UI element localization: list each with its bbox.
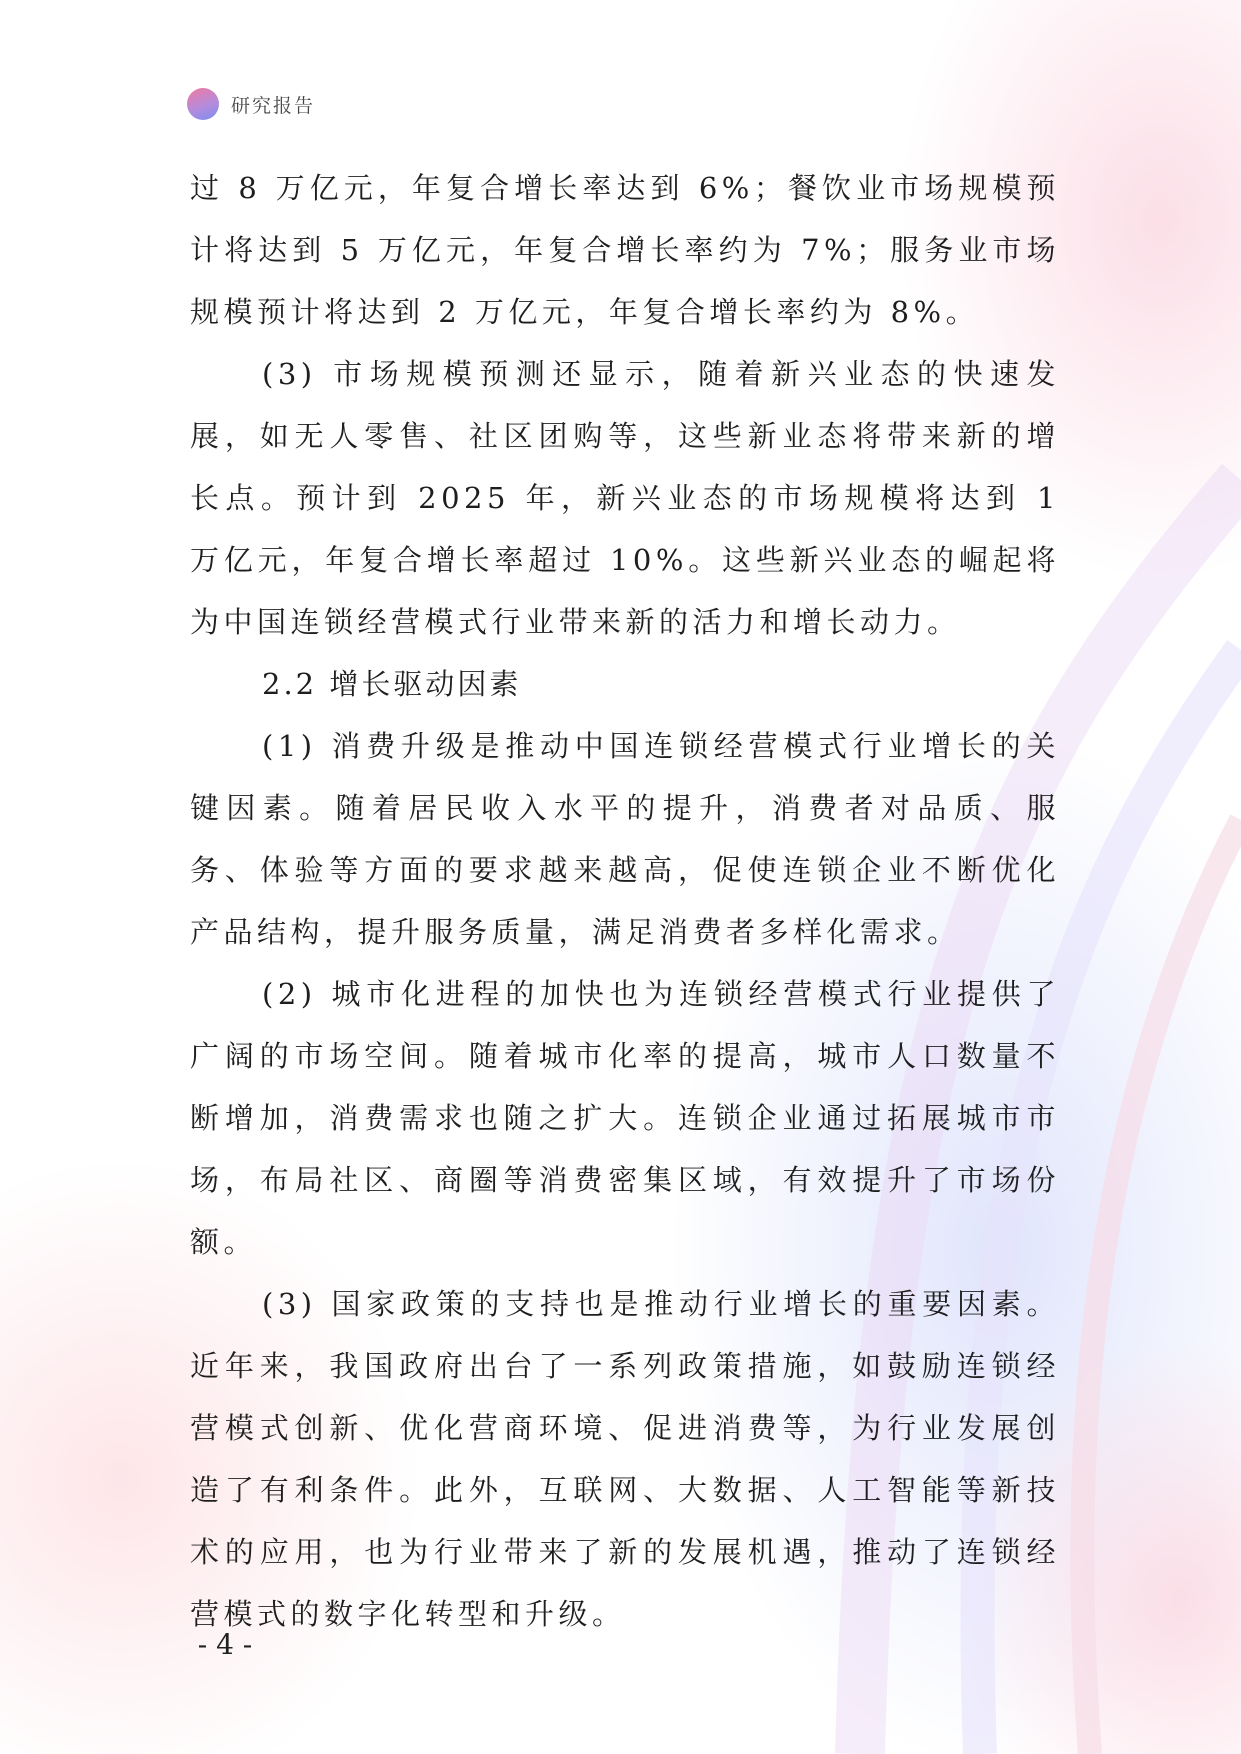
paragraph-continued: 过 8 万亿元，年复合增长率达到 6%；餐饮业市场规模预计将达到 5 万亿元，年复合增长率约为 7%；服务业市场规模预计将达到 2 万亿元，年复合增长率约为 8%。 xyxy=(190,171,1060,329)
paragraph-driver-3: (3) 国家政策的支持也是推动行业增长的重要因素。近年来，我国政府出台了一系列政策措施，如鼓励连锁经营模式创新、优化营商环境、促进消费等，为行业发展创造了有利条件。此外，互联网、大数据、人工智能等新技术的应用，也为行业带来了新的发展机遇，推动了连锁经营模式的数字化转型和升级。 xyxy=(190,1287,1060,1631)
paragraph-market-forecast-3: (3) 市场规模预测还显示，随着新兴业态的快速发展，如无人零售、社区团购等，这些新业态将带来新的增长点。预计到 2025 年，新兴业态的市场规模将达到 1 万亿元，年复合增长率超过 10%。这些新兴业态的崛起将为中国连锁经营模式行业带来新的活力和增长动力。 xyxy=(190,357,1060,639)
logo-circle-icon xyxy=(187,88,219,120)
document-body xyxy=(190,157,1060,1645)
paragraph-driver-1: (1) 消费升级是推动中国连锁经营模式行业增长的关键因素。随着居民收入水平的提升，消费者对品质、服务、体验等方面的要求越来越高，促使连锁企业不断优化产品结构，提升服务质量，满足消费者多样化需求。 xyxy=(190,729,1060,949)
paragraph-driver-2: (2) 城市化进程的加快也为连锁经营模式行业提供了广阔的市场空间。随着城市化率的提高，城市人口数量不断增加，消费需求也随之扩大。连锁企业通过拓展城市市场，布局社区、商圈等消费密集区域，有效提升了市场份额。 xyxy=(190,977,1060,1259)
section-heading: 2.2 增长驱动因素 xyxy=(262,667,522,701)
header-label: 研究报告 xyxy=(231,94,316,117)
report-header xyxy=(187,88,315,120)
page-number: - 4 - xyxy=(197,1628,253,1661)
